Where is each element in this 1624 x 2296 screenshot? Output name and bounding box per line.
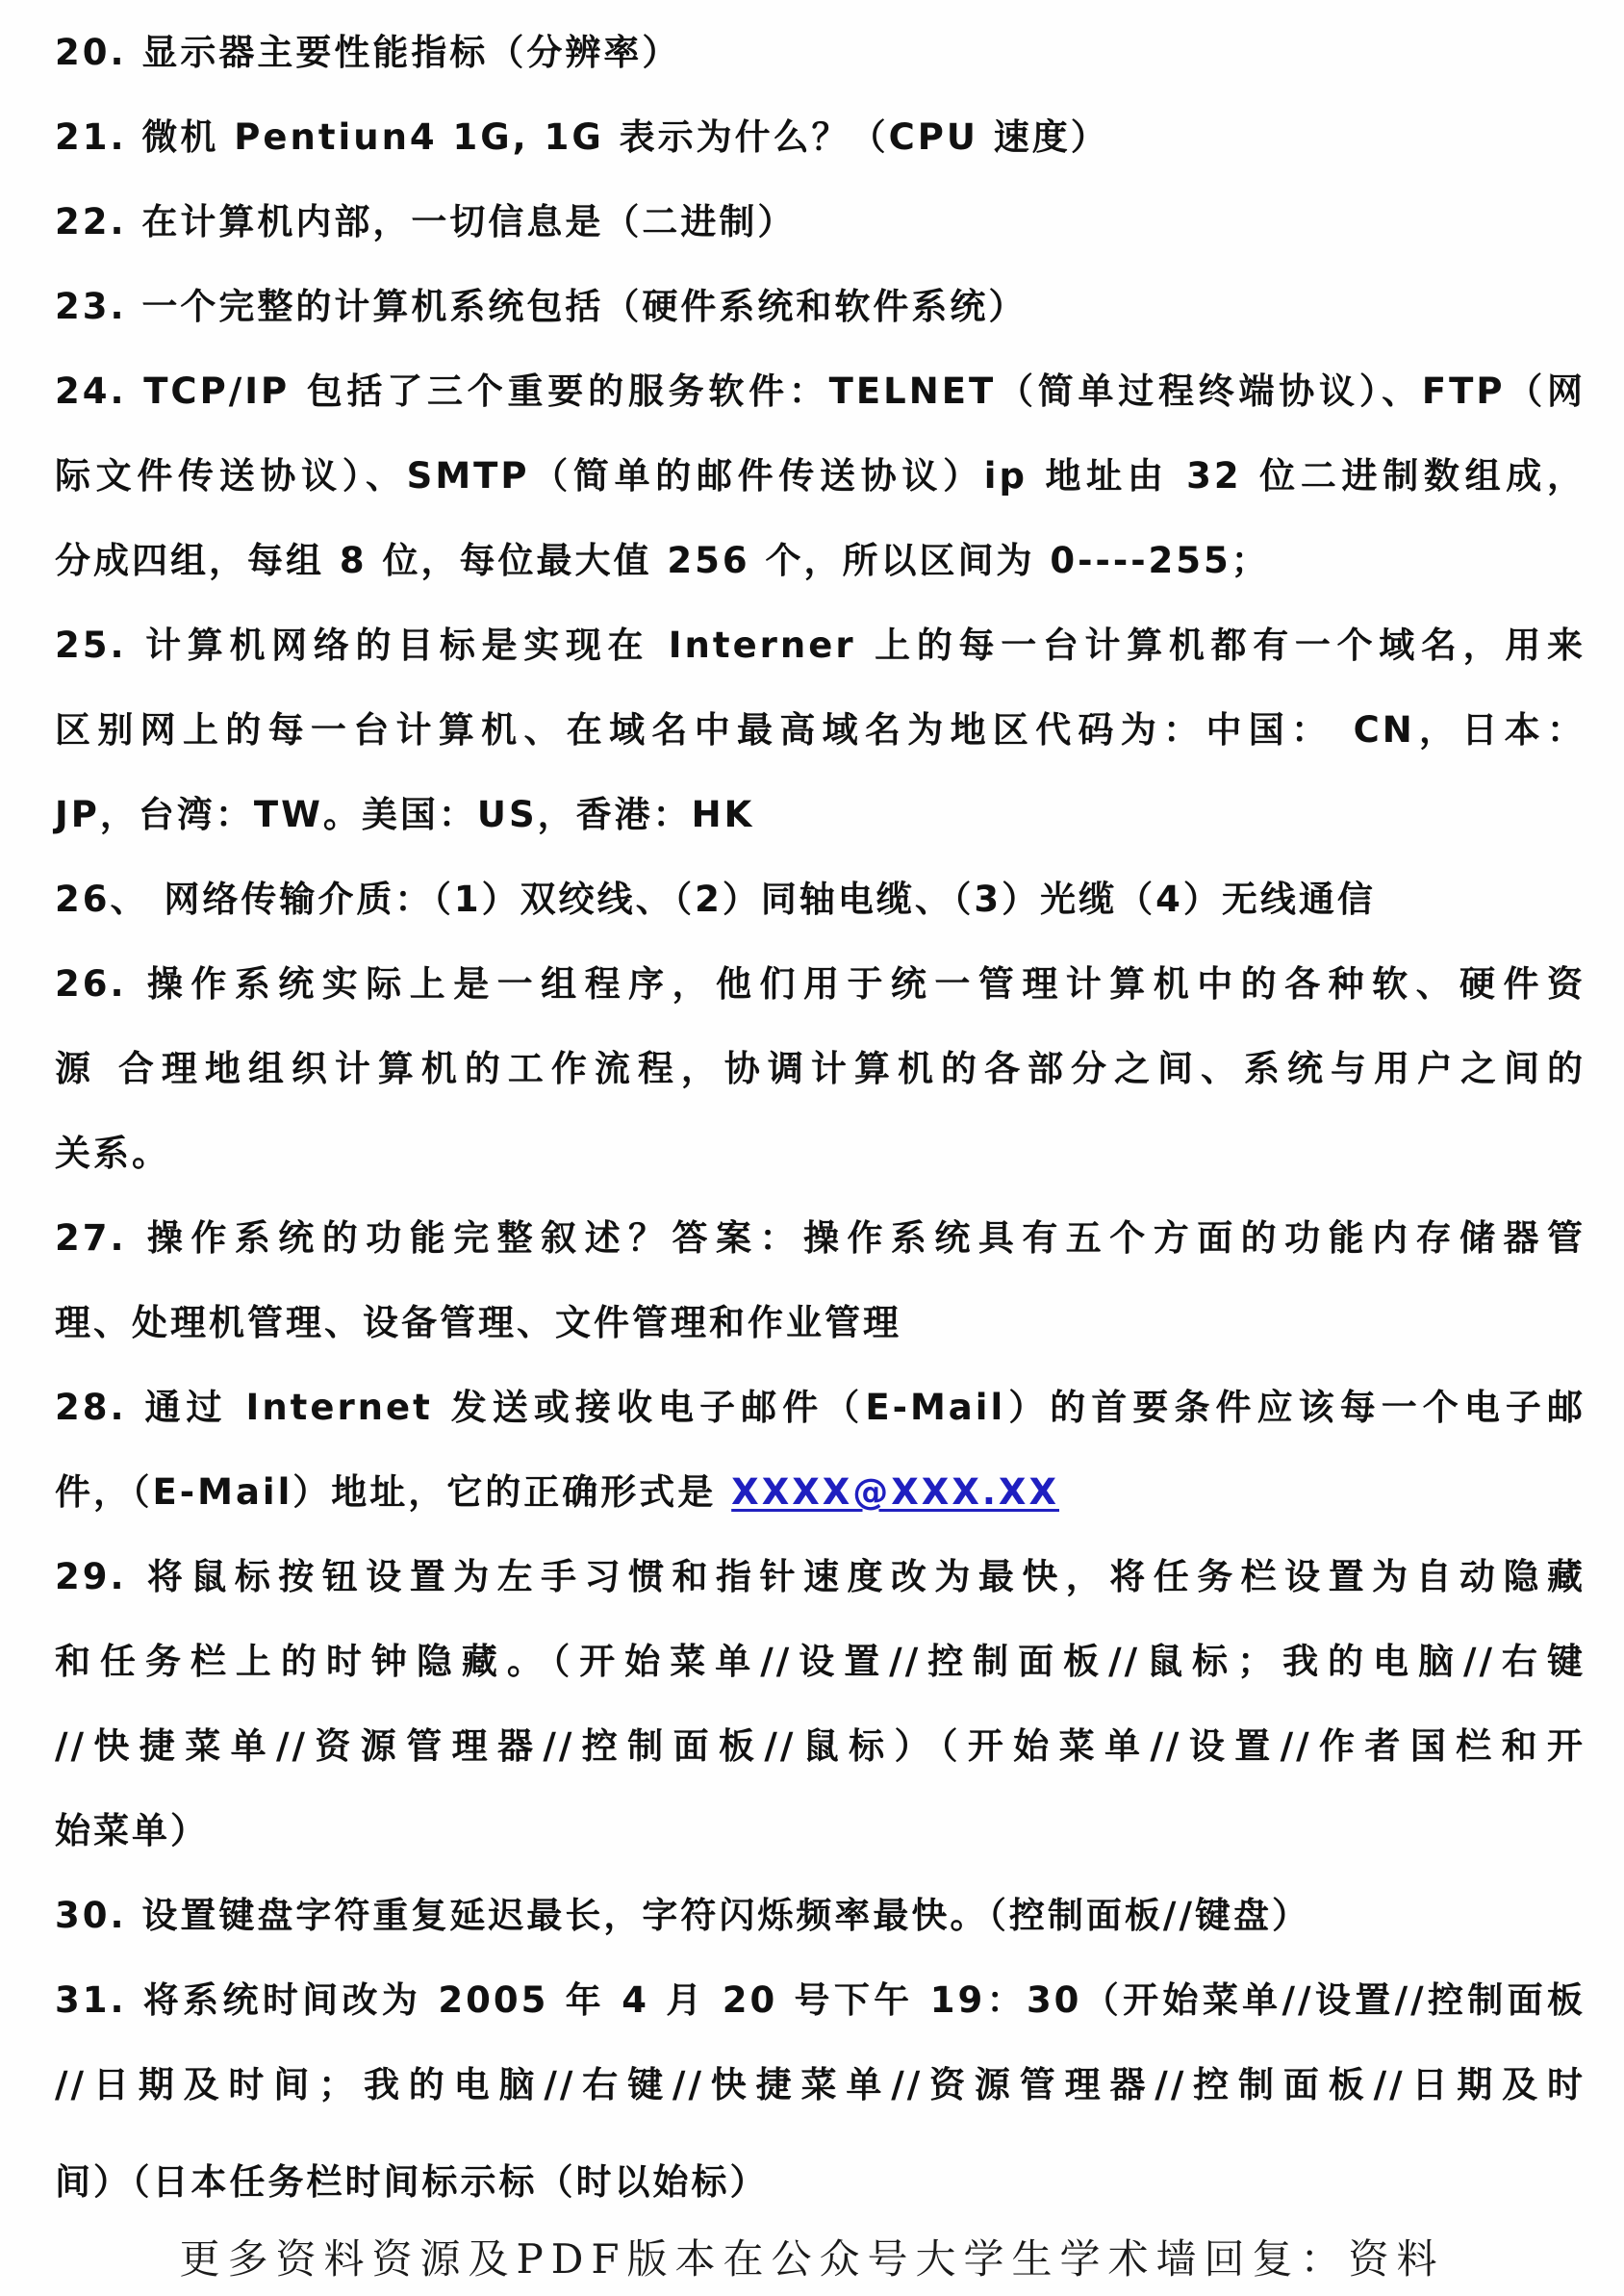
footer-note: 更多资料资源及PDF版本在公众号大学生学术墙回复：资料 — [179, 2235, 1445, 2283]
text-line-q24-2: 际文件传送协议）、SMTP（简单的邮件传送协议）ip 地址由 32 位二进制数组成， — [55, 455, 1586, 497]
text-line-q24-1: 24. TCP/IP 包括了三个重要的服务软件：TELNET（简单过程终端协议）、FTP（网 — [55, 370, 1586, 412]
text-line-q26b-2: 源 合理地组织计算机的工作流程，协调计算机的各部分之间、系统与用户之间的 — [55, 1048, 1586, 1089]
text-line-q29-3: //快捷菜单//资源管理器//控制面板//鼠标）（开始菜单//设置//作者国栏和开 — [55, 1725, 1586, 1767]
text-line-q31-1: 31. 将系统时间改为 2005 年 4 月 20 号下午 19：30（开始菜单//设置//控制面板 — [55, 1979, 1586, 2021]
text-line-q24-3: 分成四组，每组 8 位，每位最大值 256 个，所以区间为 0----255； — [55, 540, 1270, 581]
text-line-q25-3: JP，台湾：TW。美国：US，香港：HK — [55, 794, 755, 835]
text-line-q29-4: 始菜单） — [55, 1810, 209, 1851]
text-line-q27-2: 理、处理机管理、设备管理、文件管理和作业管理 — [55, 1302, 901, 1343]
text-line-q20: 20. 显示器主要性能指标（分辨率） — [55, 32, 681, 73]
text-line-q31-3-clipped: 间）（日本任务栏时间标示标（时以始标） — [55, 2161, 769, 2203]
email-link[interactable]: XXXX@XXX.XX — [731, 1471, 1059, 1513]
text-line-q22: 22. 在计算机内部，一切信息是（二进制） — [55, 201, 797, 242]
text-line-q28-2-label: 件，（E-Mail）地址，它的正确形式是 — [55, 1471, 732, 1513]
cut-off-line — [55, 2158, 825, 2203]
text-line-q31-2: //日期及时间；我的电脑//右键//快捷菜单//资源管理器//控制面板//日期及时 — [55, 2064, 1586, 2105]
text-line-q26a: 26、 网络传输介质：（1）双绞线、（2）同轴电缆、（3）光缆（4）无线通信 — [55, 879, 1376, 920]
text-line-q29-1: 29. 将鼠标按钮设置为左手习惯和指针速度改为最快，将任务栏设置为自动隐藏 — [55, 1556, 1586, 1597]
text-line-q26b-3: 关系。 — [55, 1133, 170, 1174]
text-line-q26b-1: 26. 操作系统实际上是一组程序，他们用于统一管理计算机中的各种软、硬件资 — [55, 963, 1586, 1005]
text-line-q25-2: 区别网上的每一台计算机、在域名中最高域名为地区代码为：中国： CN，日本： — [55, 709, 1586, 751]
text-line-q27-1: 27. 操作系统的功能完整叙述？答案：操作系统具有五个方面的功能内存储器管 — [55, 1217, 1586, 1259]
text-line-q21: 21. 微机 Pentiun4 1G, 1G 表示为什么？（CPU 速度） — [55, 116, 1109, 158]
text-line-q30: 30. 设置键盘字符重复延迟最长，字符闪烁频率最快。（控制面板//键盘） — [55, 1895, 1310, 1936]
text-line-q29-2: 和任务栏上的时钟隐藏。（开始菜单//设置//控制面板//鼠标；我的电脑//右键 — [55, 1641, 1586, 1682]
text-line-q28-1: 28. 通过 Internet 发送或接收电子邮件（E-Mail）的首要条件应该每一个电子邮 — [55, 1387, 1586, 1428]
text-line-q28-2 — [55, 1468, 1059, 1517]
text-line-q23: 23. 一个完整的计算机系统包括（硬件系统和软件系统） — [55, 286, 1028, 327]
text-line-q25-1: 25. 计算机网络的目标是实现在 Interner 上的每一台计算机都有一个域名，用来 — [55, 625, 1586, 666]
